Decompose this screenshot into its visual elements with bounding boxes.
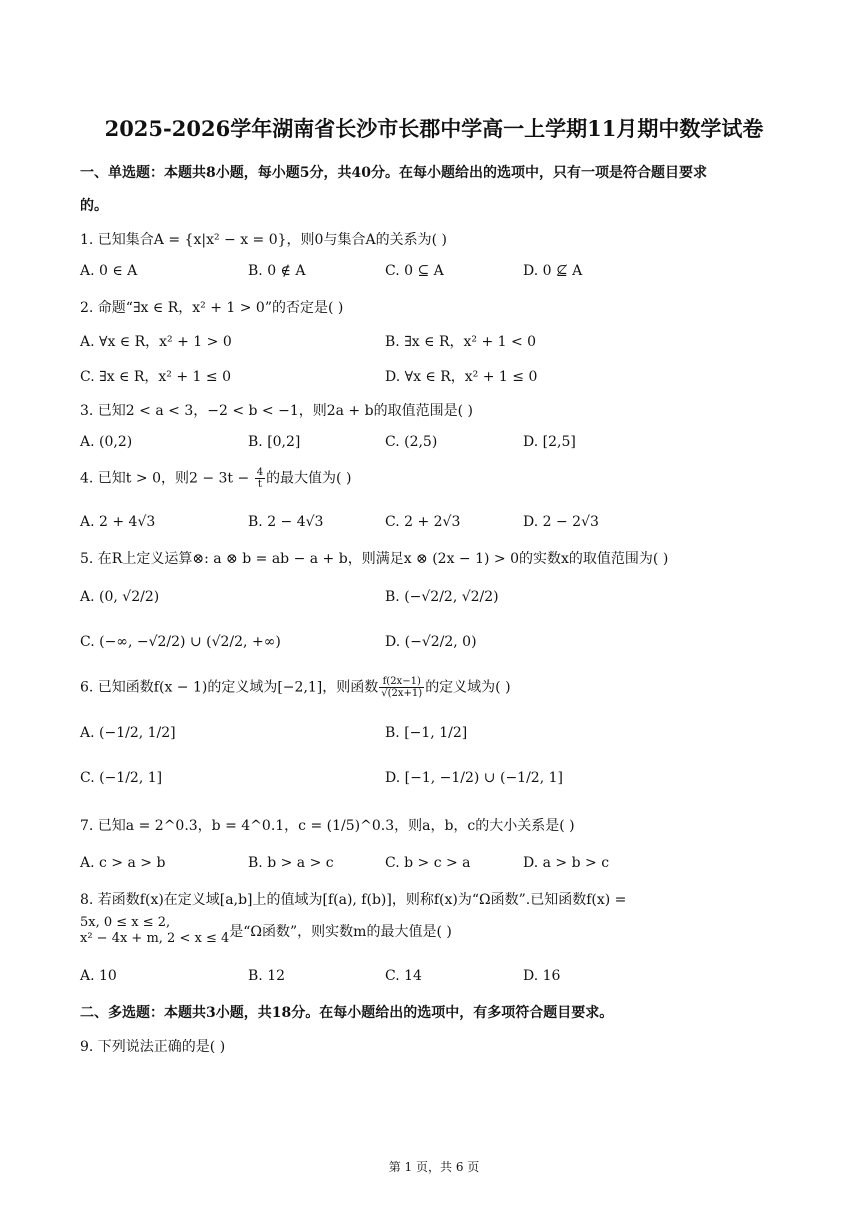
question-8-option-a: A. 10	[80, 968, 117, 984]
question-7-option-b: B. b > a > c	[248, 855, 334, 871]
question-6-option-d: D. [−1, −1/2) ∪ (−1/2, 1]	[385, 770, 563, 786]
question-2-option-c: C. ∃x ∈ R，x² + 1 ≤ 0	[80, 369, 231, 385]
question-4-option-a: A. 2 + 4√3	[80, 514, 156, 530]
fraction-numerator: f(2x−1)	[379, 676, 424, 688]
question-8-option-b: B. 12	[248, 968, 286, 984]
question-6-fraction	[379, 676, 424, 699]
question-8-stem-line2	[80, 915, 452, 947]
question-8-stem-line1: 8. 若函数f(x)在定义域[a,b]上的值域为[f(a), f(b)]，则称f(x)为“Ω函数”.已知函数f(x) =	[80, 892, 627, 908]
question-4-fraction	[255, 467, 265, 490]
question-2-option-b: B. ∃x ∈ R，x² + 1 < 0	[385, 334, 537, 350]
question-3-option-b: B. [0,2]	[248, 434, 301, 450]
question-1-stem: 1. 已知集合A = {x|x² − x = 0}，则0与集合A的关系为( )	[80, 232, 447, 248]
fraction-numerator: 4	[256, 467, 264, 478]
question-4-stem-post: 的最大值为( )	[266, 470, 352, 487]
question-3-stem: 3. 已知2 < a < 3，−2 < b < −1，则2a + b的取值范围是( )	[80, 403, 473, 419]
question-6-stem-post: 的定义域为( )	[425, 679, 511, 696]
question-4-option-c: C. 2 + 2√3	[385, 514, 461, 530]
question-7-option-a: A. c > a > b	[80, 855, 166, 871]
question-6-option-c: C. (−1/2, 1]	[80, 770, 163, 786]
question-1-option-d: D. 0 ⊈ A	[523, 263, 583, 279]
page-footer: 第 1 页，共 6 页	[388, 1160, 480, 1174]
question-7-option-c: C. b > c > a	[385, 855, 471, 871]
question-9-stem: 9. 下列说法正确的是( )	[80, 1039, 226, 1055]
question-8-option-c: C. 14	[385, 968, 422, 984]
question-2-option-a: A. ∀x ∈ R，x² + 1 > 0	[80, 334, 232, 350]
question-1-option-a: A. 0 ∈ A	[80, 263, 138, 279]
question-1-option-b: B. 0 ∉ A	[248, 263, 306, 279]
question-8-option-d: D. 16	[523, 968, 561, 984]
page-title: 2025-2026学年湖南省长沙市长郡中学高一上学期11月期中数学试卷	[104, 116, 764, 141]
question-4-option-b: B. 2 − 4√3	[248, 514, 324, 530]
question-8-stem-post: 是“Ω函数”，则实数m的最大值是( )	[229, 924, 452, 940]
question-5-option-a: A. (0, √2/2)	[80, 589, 160, 605]
section1-heading-line1: 一、单选题：本题共8小题，每小题5分，共40分。在每小题给出的选项中，只有一项是符合题目要求	[80, 165, 707, 181]
question-5-stem: 5. 在R上定义运算⊗: a ⊗ b = ab − a + b，则满足x ⊗ (2x − 1) > 0的实数x的取值范围为( )	[80, 551, 669, 567]
question-5-option-b: B. (−√2/2, √2/2)	[385, 589, 499, 605]
question-6-stem	[80, 676, 511, 699]
question-4-stem	[80, 467, 351, 490]
question-7-stem: 7. 已知a = 2^0.3，b = 4^0.1，c = (1/5)^0.3，则a，b，c的大小关系是( )	[80, 818, 575, 834]
question-3-option-c: C. (2,5)	[385, 434, 438, 450]
question-5-option-c: C. (−∞, −√2/2) ∪ (√2/2, +∞)	[80, 634, 281, 650]
fraction-denominator: t	[257, 479, 262, 490]
piecewise-case-2: x² − 4x + m, 2 < x ≤ 4	[80, 931, 230, 946]
fraction-denominator: √(2x+1)	[381, 688, 423, 699]
piecewise-function	[80, 915, 229, 947]
question-2-option-d: D. ∀x ∈ R，x² + 1 ≤ 0	[385, 369, 538, 385]
question-1-option-c: C. 0 ⊆ A	[385, 263, 444, 279]
question-6-stem-pre: 6. 已知函数f(x − 1)的定义域为[−2,1]，则函数	[80, 679, 379, 696]
question-6-option-b: B. [−1, 1/2]	[385, 725, 468, 741]
question-7-option-d: D. a > b > c	[523, 855, 610, 871]
piecewise-case-1: 5x, 0 ≤ x ≤ 2,	[80, 915, 171, 930]
question-5-option-d: D. (−√2/2, 0)	[385, 634, 477, 650]
question-6-option-a: A. (−1/2, 1/2]	[80, 725, 176, 741]
question-4-option-d: D. 2 − 2√3	[523, 514, 599, 530]
question-2-stem: 2. 命题“∃x ∈ R，x² + 1 > 0”的否定是( )	[80, 300, 344, 316]
question-3-option-a: A. (0,2)	[80, 434, 133, 450]
question-3-option-d: D. [2,5]	[523, 434, 576, 450]
section1-heading-line2: 的。	[80, 198, 108, 214]
question-4-stem-pre: 4. 已知t > 0，则2 − 3t −	[80, 470, 254, 487]
section2-heading: 二、多选题：本题共3小题，共18分。在每小题给出的选项中，有多项符合题目要求。	[80, 1005, 614, 1021]
